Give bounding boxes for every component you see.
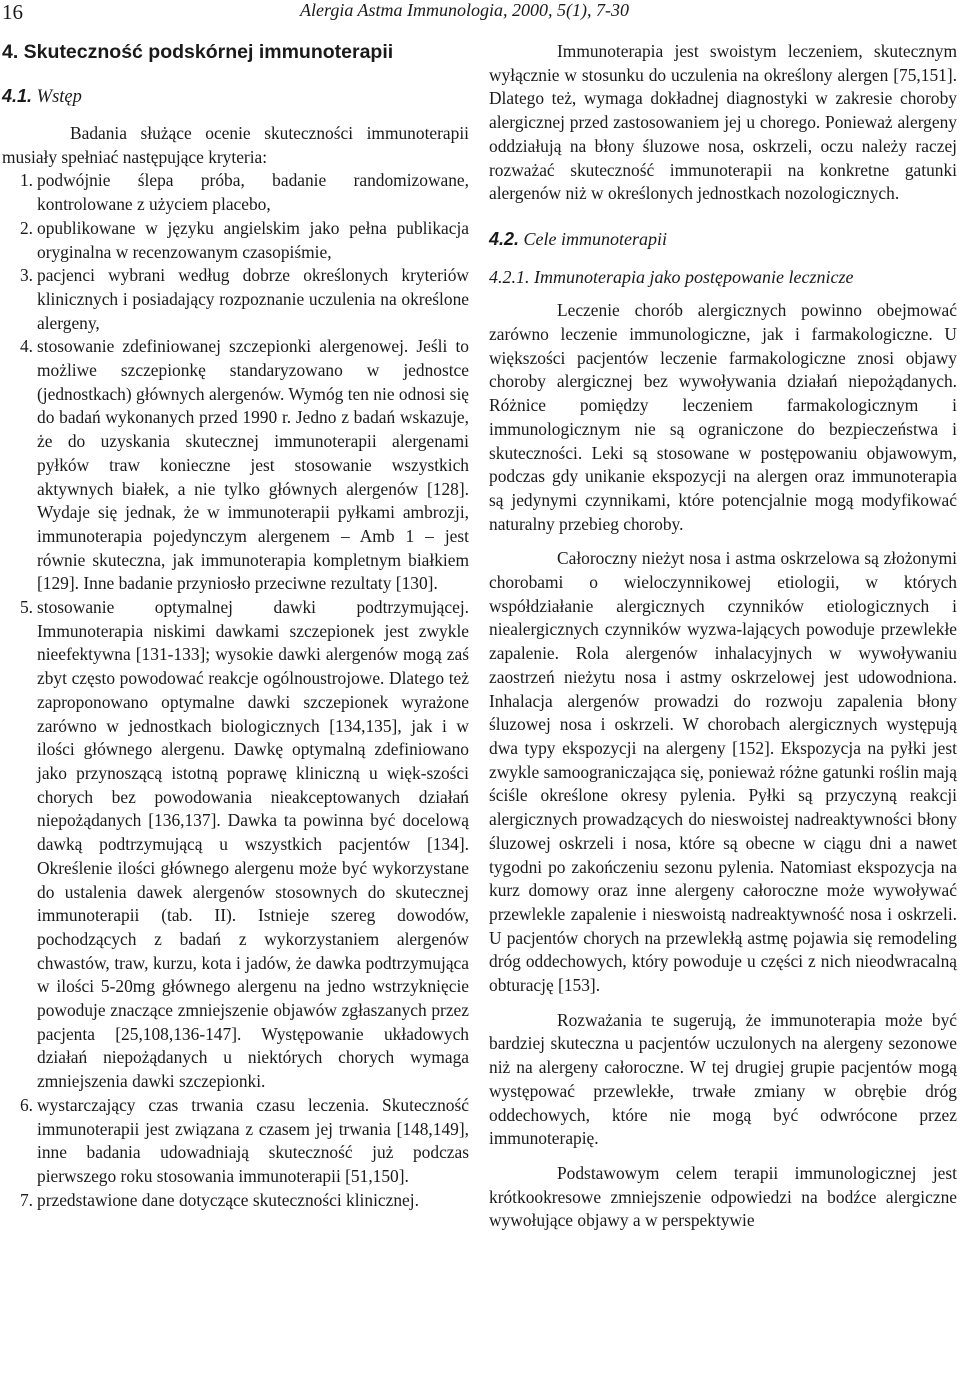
body-paragraph: Podstawowym celem terapii immunologicznej jest krótkookresowe zmniejszenie odpowiedzi na bodźce alergiczne wywołujące objawy a w perspektywie	[489, 1162, 957, 1231]
subsubsection-heading	[489, 266, 957, 290]
subsection-number: 4.1.	[2, 86, 33, 106]
subsection-number: 4.2.	[489, 228, 520, 249]
subsection-title: Wstęp	[36, 87, 82, 107]
subsubsection-number: 4.2.1.	[489, 266, 530, 287]
running-head: Alergia Astma Immunologia, 2000, 5(1), 7-30	[300, 0, 629, 20]
body-paragraph: Całoroczny nieżyt nosa i astma oskrzelowa są złożonymi chorobami o wieloczynnikowej etiologii, w których współdziałanie alergicznych czynników etiologicznych i niealergicznych czynników wyzwa-lających powoduje przewlekłe zapalenie. Rola alergenów inhalacyjnych w wywoływaniu zaostrzeń nieżytu nosa i astmy oskrzelowej jest udowodniona. Inhalacja alergenów prowadzi do rozwoju zapalenia błony śluzowej nosa i oskrzeli. W chorobach alergicznych występują dwa typy ekspozycji na alergeny [152]. Ekspozycja na pyłki jest zwykle samoograniczająca się, ponieważ różne gatunki roślin mają ściśle określone okresy pylenia. Pyłki są przyczyną reakcji alergicznych prowadzących do nieswoistej nadreaktywności błony śluzowej oskrzeli i nosa, które są obecne w ciągu dni a nawet tygodni po zakończeniu sezonu pylenia. Natomiast ekspozycja na kurz domowy oraz inne alergeny całoroczne może wywoływać przewlekle zapalenie i nieswoistą nadreaktywność nosa i oskrzeli. U pacjentów chorych na przewlekłą astmę pojawia się remodeling dróg oddechowych, który powoduje u części z nich nieodwracalną obturację [153].	[489, 548, 957, 996]
criteria-item: 4. stosowanie zdefiniowanej szczepionki alergenowej. Jeśli to możliwe szczepionkę standaryzowano w jednostce (jednostkach) głównych alergenów. Wymóg ten nie odnosi się do badań wykonanych przed 1990 r. Jedno z badań wskazuje, że do uzyskania skutecznej immunoterapii alergenami pyłków traw konieczne jest stosowanie wszystkich aktywnych białek, a nie tylko głównych alergenów [128]. Wydaje się jednak, że w immunoterapii pyłkami ambrozji, immunoterapia pojedynczym alergenem – Amb 1 – jest równie skuteczna, jak immunoterapia kompletnym białkiem [129]. Inne badanie przyniosło przeciwne rezultaty [130].	[19, 336, 469, 594]
criteria-item: 7. przedstawione dane dotyczące skuteczności klinicznej.	[19, 1189, 419, 1210]
body-paragraph: Rozważania te sugerują, że immunoterapia może być bardziej skuteczna u pacjentów uczulonych na alergeny sezonowe niż na alergeny całoroczne. W tej drugiej grupie pacjentów mogą występować przewlekłe, trwałe zmiany w obrębie dróg oddechowych, które nie mogą być odwrócone przez immunoterapię.	[489, 1009, 957, 1149]
right-column	[489, 40, 957, 1233]
body-paragraph: Leczenie chorób alergicznych powinno obejmować zarówno leczenie immunologiczne, jak i farmakologiczne. U większości pacjentów leczenie farmakologiczne znosi objawy choroby alergicznej bez wywoływania działań niepożądanych. Różnice pomiędzy leczeniem farmakologicznym i immunologicznym nie są ograniczone do bezpieczeństwa i skuteczności. Leki są stosowane w postępowaniu objawowym, podczas gdy unikanie ekspozycji na alergen oraz immunoterapia są jedynymi czynnikami, które potencjalnie mogą modyfikować naturalny przebieg choroby.	[489, 300, 957, 534]
criteria-item: 1. podwójnie ślepa próba, badanie randomizowane, kontrolowane z użyciem placebo,	[19, 170, 469, 215]
subsection-heading	[2, 84, 469, 109]
criteria-list	[2, 169, 469, 1212]
intro-paragraph: Immunoterapia jest swoistym leczeniem, skutecznym wyłącznie w stosunku do uczulenia na określony alergen [75,151]. Dlatego też, wymaga dokładnej diagnostyki w zakresie choroby alergicznej przed zastosowaniem jej u chorego. Ponieważ alergeny oddziałują na błony śluzowe nosa, oskrzeli, oczu należy raczej rozważać skuteczność immunoterapii na konkretne gatunki alergenów niż w określonych jednostkach nozologicznych.	[489, 41, 957, 204]
criteria-item: 6. wystarczający czas trwania czasu leczenia. Skuteczność immunoterapii jest związana z czasem jej trwania [148,149], inne badania udowadniają skuteczność już podczas pierwszego roku stosowania immunoterapii [51,150].	[19, 1094, 469, 1186]
page-number: 16	[2, 0, 23, 24]
criteria-item: 5. stosowanie optymalnej dawki podtrzymującej. Immunoterapia niskimi dawkami szczepionek jest zwykle nieefektywna [131-133]; wysokie dawki alergenów mogą zaś zbyt często powodować reakcje ogólnoustrojowe. Dlatego też zaproponowano optymalne dawki szczepionek wyrażone zarówno w jednostkach biologicznych [134,135], jak i w ilości głównego alergenu. Dawkę optymalną zdefiniowano jako przynoszącą istotną poprawę kliniczną u więk-szości chorych bez powodowania nieakceptowanych działań niepożądanych [136,137]. Dawka ta powinna być docelową dawką podtrzymującą u wszystkich pacjentów [134]. Określenie ilości głównego alergenu może być wykorzystane do ustalenia dawek alergenów stosownych do skutecznej immunoterapii (tab. II). Istnieje szereg dowodów, pochodzących z badań z wykorzystaniem alergenów chwastów, traw, kurzu, kota i jadów, że dawka podtrzymująca w ilości 5-20mg głównego alergenu na jedno wstrzyknięcie powoduje znaczące zmniejszenie objawów zgłaszanych przez pacjenta [25,108,136-147]. Występowanie układowych działań niepożądanych u niektórych chorych wymaga zmniejszenia dawki szczepionki.	[19, 597, 469, 1092]
subsubsection-title: Immunoterapia jako postępowanie lecznicze	[534, 266, 854, 287]
left-column	[2, 40, 469, 1212]
criteria-intro: Badania służące ocenie skuteczności immunoterapii musiały spełniać następujące kryteria:	[2, 123, 469, 167]
criteria-item: 3. pacjenci wybrani według dobrze określonych kryteriów klinicznych i posiadający rozpoznanie uczulenia na określone alergeny,	[19, 265, 469, 333]
subsection-title: Cele immunoterapii	[523, 228, 668, 249]
criteria-item: 2. opublikowane w języku angielskim jako pełna publikacja oryginalna w recenzowanym czasopiśmie,	[19, 217, 469, 262]
section-title: 4. Skuteczność podskórnej immunoterapii	[2, 41, 394, 63]
subsection-heading-goals	[489, 228, 957, 252]
